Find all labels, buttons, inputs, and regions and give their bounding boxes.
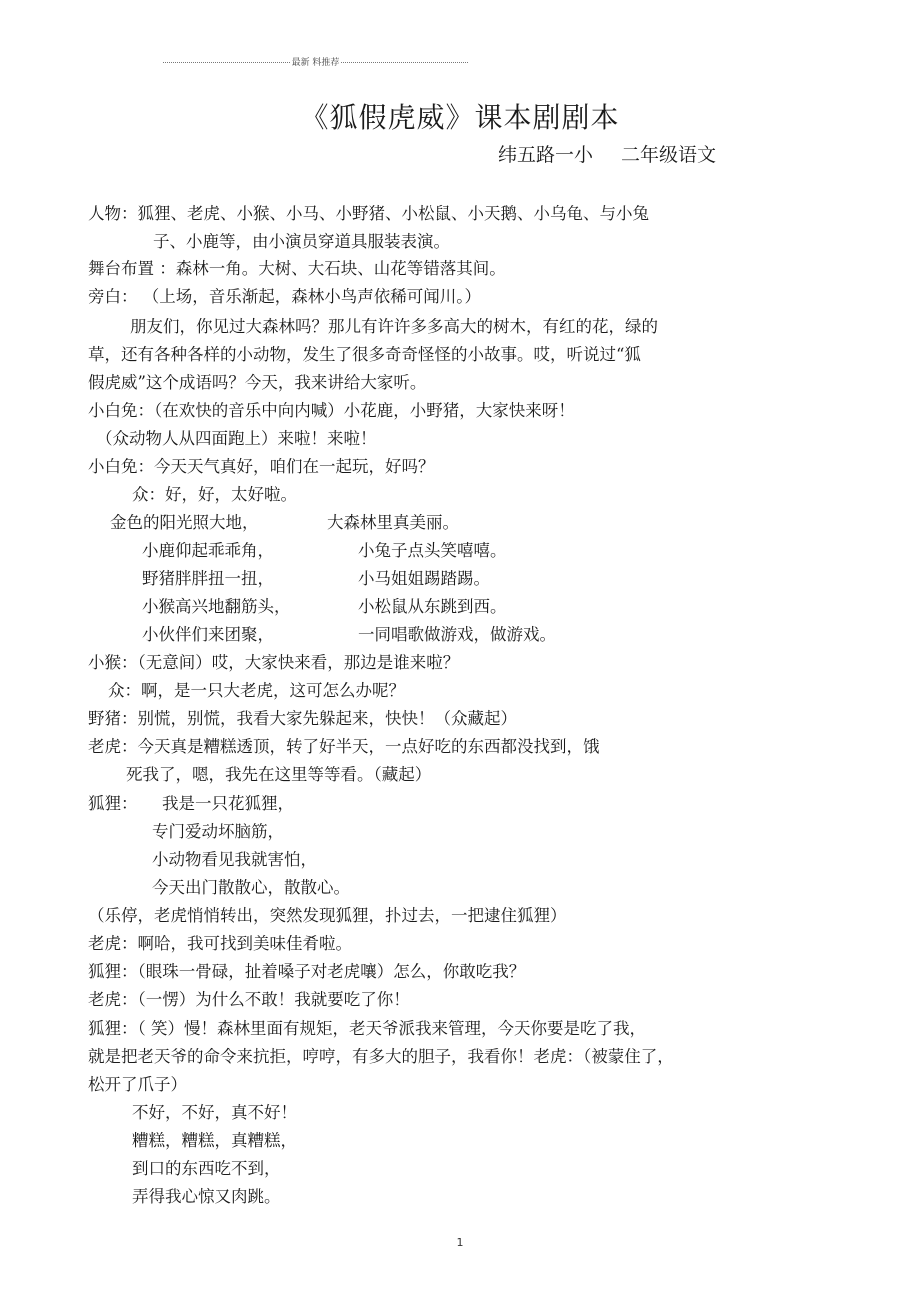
speaker-label: 狐狸：	[88, 794, 138, 813]
song-line: 弄得我心惊又肉跳。	[132, 1187, 281, 1206]
script-line: 松开了爪子）	[88, 1075, 187, 1094]
song-line: 一同唱歌做游戏，做游戏。	[358, 625, 556, 644]
script-line: 老虎：今天真是糟糕透顶，转了好半天，一点好吃的东西都没找到，饿	[88, 737, 600, 756]
song-line: 野猪胖胖扭一扭，	[142, 569, 274, 588]
script-line: 狐狸：（眼珠一骨碌，扯着嗓子对老虎嚷）怎么，你敢吃我？	[88, 962, 526, 981]
song-line: 到口的东西吃不到，	[132, 1159, 281, 1178]
song-line: 专门爱动坏脑筋，	[152, 822, 284, 841]
script-line: （众动物人从四面跑上）来啦！来啦！	[96, 429, 377, 448]
song-line: 小猴高兴地翻筋头，	[142, 597, 291, 616]
song-line: 小伙伴们来团聚，	[142, 625, 274, 644]
script-line: 朋友们，你见过大森林吗？那儿有许许多多高大的树木，有红的花，绿的	[130, 317, 658, 336]
script-line: 子、小鹿等，由小演员穿道具服装表演。	[153, 232, 450, 251]
grade-subject: 二年级语文	[621, 144, 717, 166]
header-text: 最新 料推荐	[291, 57, 340, 68]
song-line: 小动物看见我就害怕，	[152, 850, 317, 869]
header-dotted-rule-right	[341, 62, 468, 63]
script-line: 野猪：别慌，别慌，我看大家先躲起来，快快！（众藏起）	[88, 709, 517, 728]
script-line: 假虎威”这个成语吗？今天，我来讲给大家听。	[88, 373, 427, 392]
song-line: 小松鼠从东跳到西。	[358, 597, 507, 616]
header-dotted-rule-left	[163, 62, 290, 63]
script-line: 草，还有各种各样的小动物，发生了很多奇奇怪怪的小故事。哎，听说过“狐	[88, 345, 641, 364]
document-subtitle	[498, 140, 716, 167]
script-line: 老虎：（一愣）为什么不敢！我就要吃了你！	[88, 990, 410, 1009]
script-line: 众：好，好，太好啦。	[132, 485, 297, 504]
script-line: 死我了，嗯，我先在这里等等看。（藏起）	[126, 765, 432, 784]
song-line: 糟糕，糟糕，真糟糕，	[132, 1131, 297, 1150]
script-line: 狐狸：（ 笑）慢！森林里面有规矩，老天爷派我来管理，今天你要是吃了我，	[88, 1019, 646, 1038]
song-line: 小鹿仰起乖乖角，	[142, 541, 274, 560]
song-line: 今天出门散散心，散散心。	[152, 878, 350, 897]
script-line: 小猴：（无意间）哎，大家快来看，那边是谁来啦？	[88, 653, 460, 672]
script-line: 老虎：啊哈，我可找到美味佳肴啦。	[88, 934, 352, 953]
page-number: 1	[456, 1236, 464, 1249]
song-line: 小兔子点头笑嘻嘻。	[358, 541, 507, 560]
script-line: 就是把老天爷的命令来抗拒，哼哼，有多大的胆子，我看你！老虎：（被蒙住了，	[88, 1047, 674, 1066]
song-line: 小马姐姐踢踏踢。	[358, 569, 490, 588]
script-line: 旁白： （上场，音乐渐起，森林小鸟声依稀可闻川。）	[88, 287, 481, 306]
script-line: 众：啊，是一只大老虎，这可怎么办呢？	[108, 681, 405, 700]
school-name: 纬五路一小	[498, 144, 594, 166]
song-line: 金色的阳光照大地，	[110, 513, 259, 532]
document-title: 《狐假虎威》课本剧剧本	[300, 101, 620, 134]
page-header	[163, 54, 468, 68]
script-line: 人物：狐狸、老虎、小猴、小马、小野猪、小松鼠、小天鹅、小乌龟、与小兔	[88, 204, 649, 223]
song-line: 不好，不好，真不好！	[132, 1103, 297, 1122]
script-line: 舞台布置 ：森林一角。大树、大石块、山花等错落其间。	[88, 259, 506, 278]
song-line: 大森林里真美丽。	[327, 513, 459, 532]
script-line: 小白免：（在欢快的音乐中向内喊）小花鹿，小野猪，大家快来呀！	[88, 401, 575, 420]
stage-direction: （乐停，老虎悄悄转出，突然发现狐狸，扑过去，一把逮住狐狸）	[88, 906, 567, 925]
script-line: 小白免：今天天气真好，咱们在一起玩，好吗？	[88, 457, 435, 476]
song-line: 我是一只花狐狸，	[162, 794, 294, 813]
